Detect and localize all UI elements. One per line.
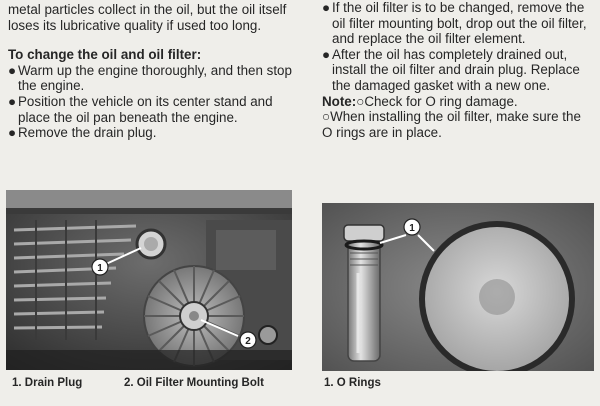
- note-text: Check for O ring damage.: [364, 93, 518, 109]
- step-remove-filter: [322, 0, 594, 47]
- caption-o-rings: 1. O Rings: [324, 377, 381, 389]
- note-marker-icon: ○: [322, 109, 331, 125]
- bullet-icon: ●: [8, 125, 17, 141]
- bullet-icon: ●: [8, 62, 17, 78]
- right-column: [322, 0, 594, 140]
- note-label: Note:: [322, 93, 357, 109]
- callout-2-label: 2: [245, 336, 251, 347]
- step-text: Position the vehicle on its center stand and place the oil pan beneath the engine.: [18, 93, 273, 125]
- engine-photo: [6, 190, 292, 370]
- caption-drain-plug: 1. Drain Plug: [12, 377, 83, 389]
- intro-paragraph: metal particles collect in the oil, but the oil itself loses its lubricative quality if used too long.: [8, 2, 287, 33]
- bullet-icon: ●: [322, 46, 331, 62]
- step-position-vehicle: [8, 94, 298, 125]
- note-o-ring-damage: [322, 94, 594, 110]
- section-heading: To change the oil and oil filter:: [8, 47, 202, 63]
- note-o-rings-in-place: [322, 109, 594, 140]
- step-text: Warm up the engine thoroughly, and then stop the engine.: [18, 62, 292, 94]
- step-text: If the oil filter is to be changed, remove the oil filter mounting bolt, drop out the oil filter, and replace the oil filter element.: [332, 0, 587, 47]
- note-marker-icon: ○: [356, 93, 365, 109]
- caption-mounting-bolt: 2. Oil Filter Mounting Bolt: [124, 377, 264, 389]
- step-text: After the oil has completely drained out, install the oil filter and drain plug. Replace the damaged gasket with a new one.: [332, 46, 580, 93]
- left-column: [8, 0, 298, 141]
- callout-1-label: 1: [97, 263, 103, 274]
- bullet-icon: ●: [8, 93, 17, 109]
- step-warm-up: [8, 63, 298, 94]
- bullet-icon: ●: [322, 0, 331, 15]
- step-text: Remove the drain plug.: [18, 125, 157, 141]
- o-rings-illustration: [322, 203, 594, 371]
- step-remove-drain-plug: [8, 125, 298, 141]
- engine-illustration: [6, 190, 292, 370]
- o-rings-photo: [322, 203, 594, 371]
- step-install-filter: [322, 47, 594, 94]
- note-text: When installing the oil filter, make sure the O rings are in place.: [322, 109, 581, 140]
- callout-1-label: 1: [409, 223, 415, 234]
